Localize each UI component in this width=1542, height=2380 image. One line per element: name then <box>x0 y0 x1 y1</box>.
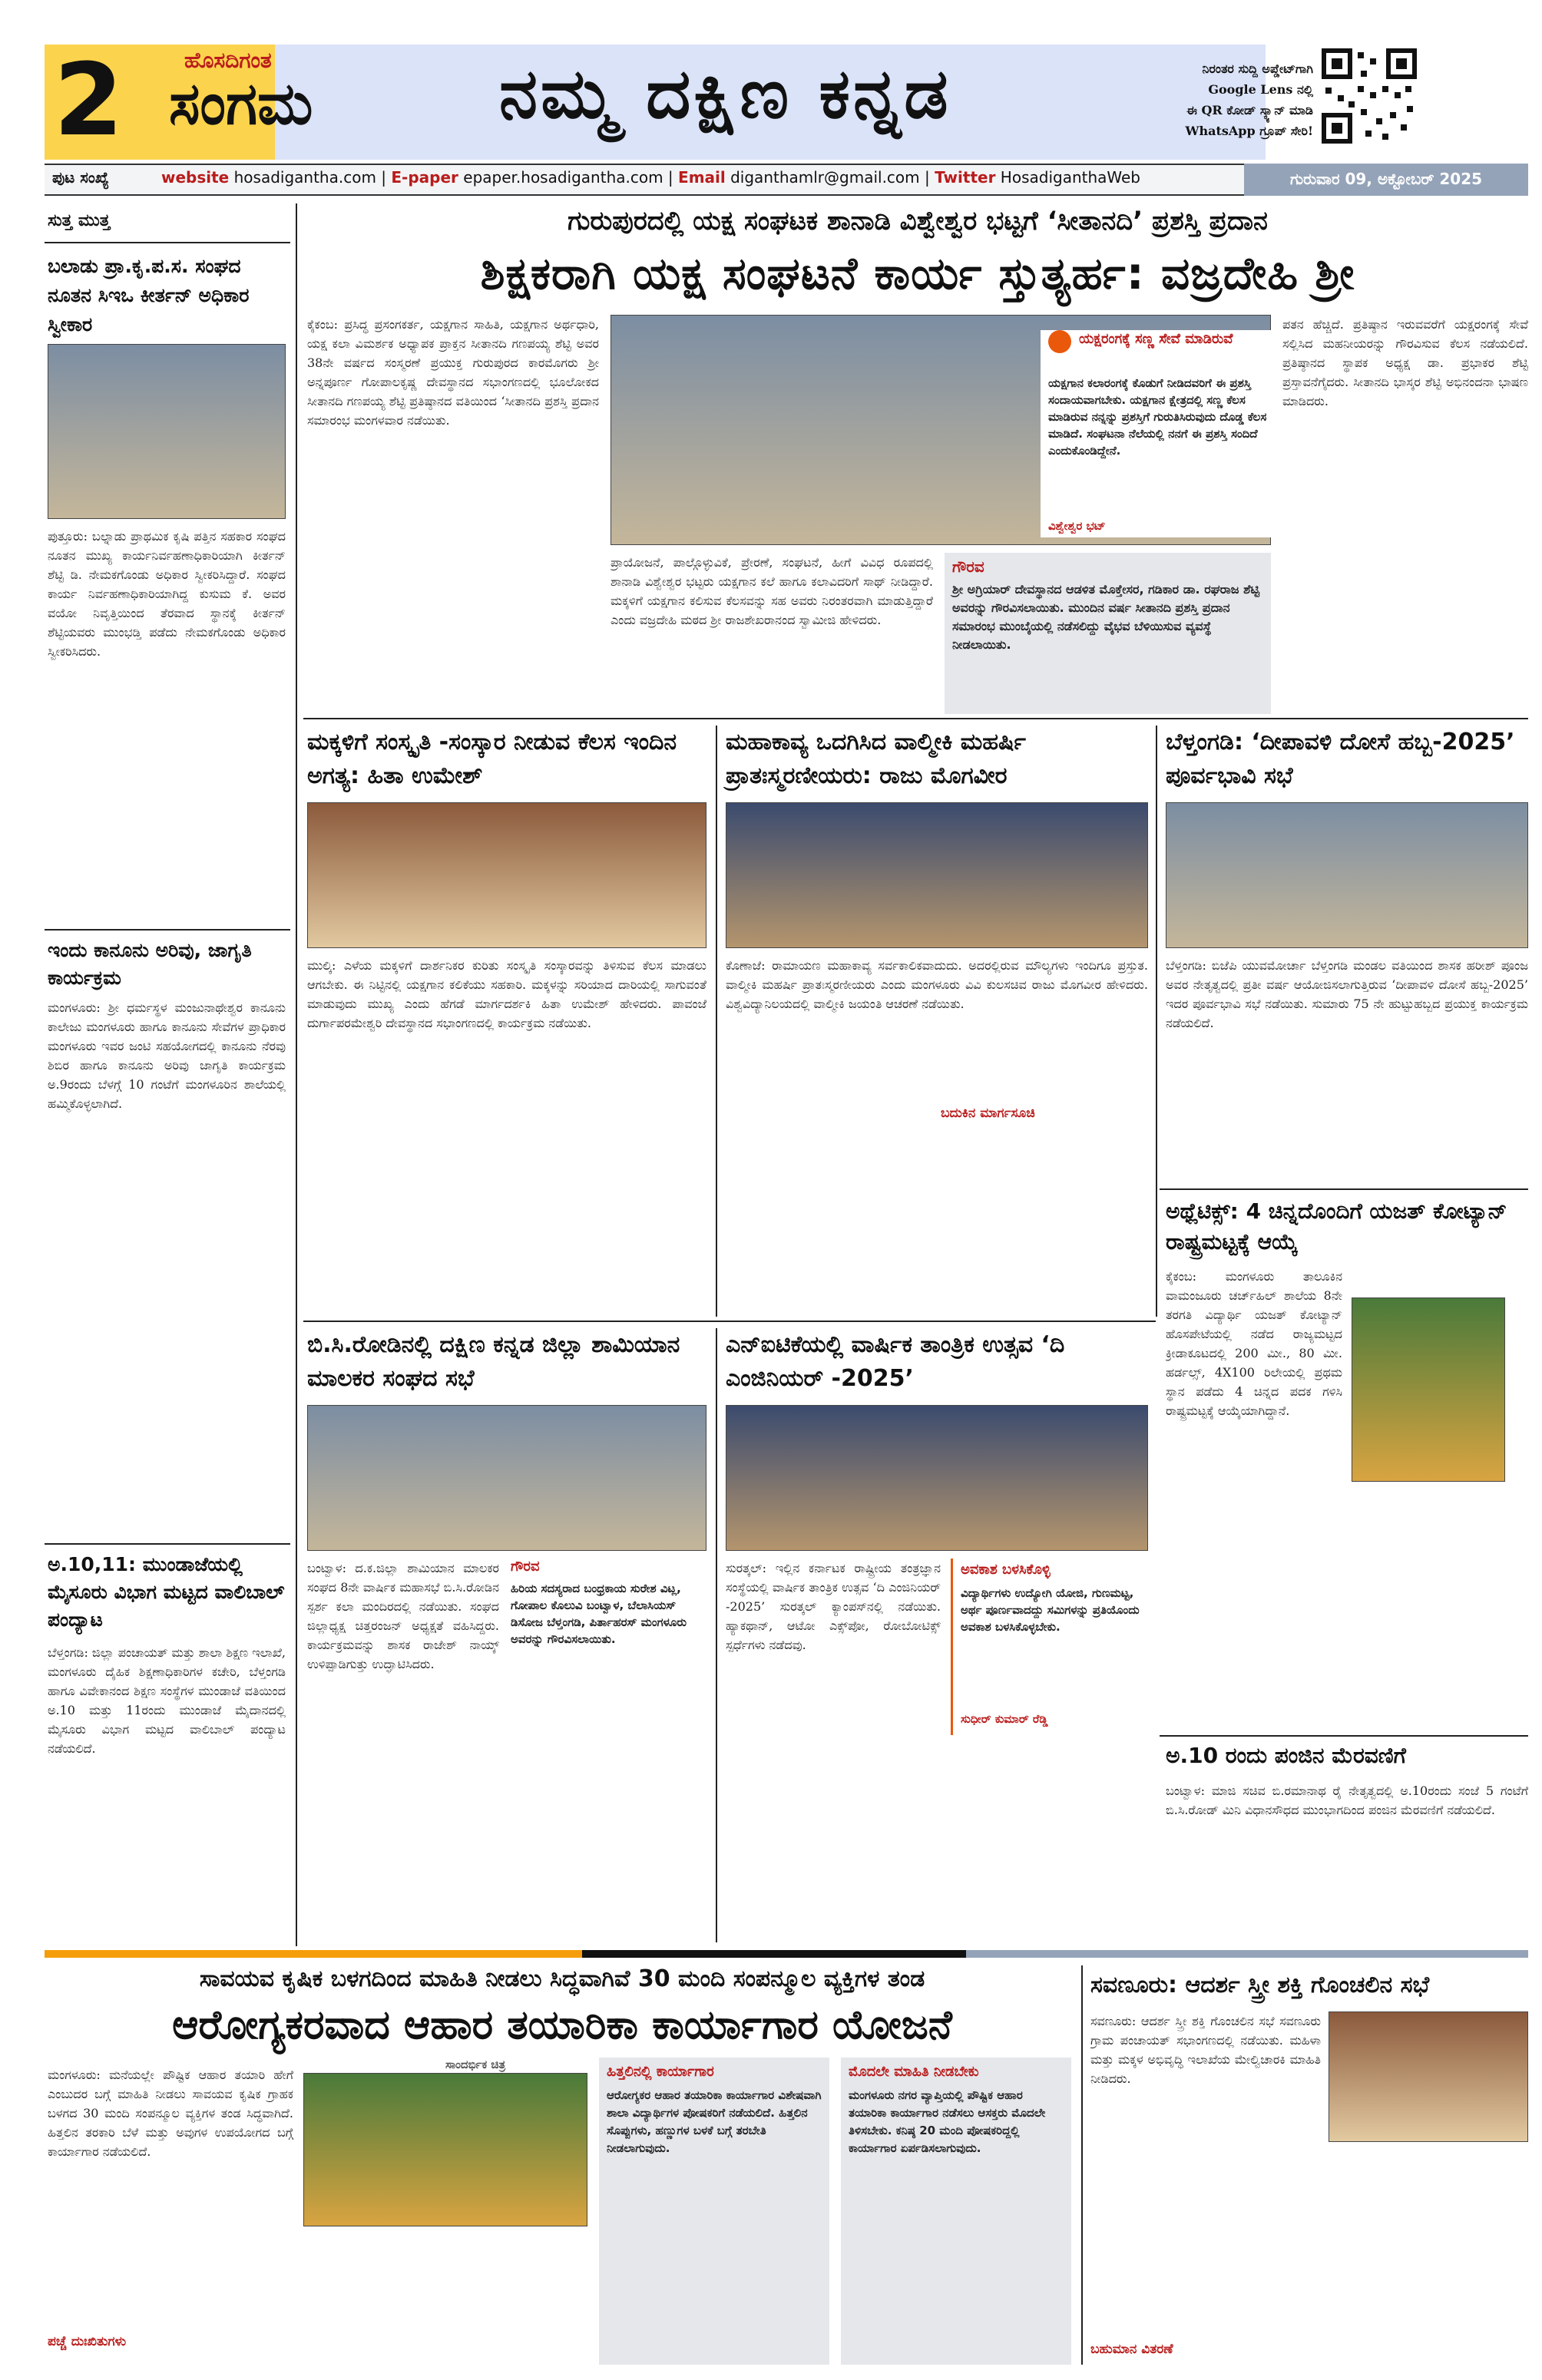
story-c-headline: ಬೆಳ್ತಂಗಡಿ: ‘ದೀಪಾವಳಿ ದೋಸೆ ಹಬ್ಬ-2025’ ಪೂರ್ವಭಾವಿ ಸಭೆ <box>1166 729 1515 789</box>
side-quote-author: ವಿಶ್ವೇಶ್ವರ ಭಟ್ <box>1048 519 1106 533</box>
website-label: website <box>161 168 230 187</box>
column-rule <box>1081 1965 1083 2365</box>
sutta-body-2: ಮಂಗಳೂರು: ಶ್ರೀ ಧರ್ಮಸ್ಥಳ ಮಂಜುನಾಥೇಶ್ವರ ಕಾನೂನು ಕಾಲೇಜು ಮಂಗಳೂರು ಹಾಗೂ ಕಾನೂನು ಸೇವೆಗಳ ಪ್ರಾಧಿಕಾರ ಮಂಗಳೂರು ಇವರ ಜಂಟಿ ಸಹಯೋಗದಲ್ಲಿ ಕಾನೂನು ನೆರವು ಶಿಬಿರ ಹಾಗೂ ಕಾನೂನು ಅರಿವು ಜಾಗೃತಿ ಕಾರ್ಯಕ್ರಮ ಅ.9ರಂದು ಬೆಳಗ್ಗೆ 10 ಗಂಟೆಗೆ ಮಂಗಳೂರಿನ ಶಾಲೆಯಲ್ಲಿ ಹಮ್ಮಿಕೊಳ್ಳಲಾಗಿದೆ. <box>48 1000 286 1111</box>
story-c-body: ಬೆಳ್ತಂಗಡಿ: ಬಿಜೆಪಿ ಯುವಮೋರ್ಚಾ ಬೆಳ್ತಂಗಡಿ ಮಂಡಲ ವತಿಯಿಂದ ಶಾಸಕ ಹರೀಶ್ ಪೂಂಜ ಅವರ ನೇತೃತ್ವದಲ್ಲಿ ಪ್ರತೀ ವರ್ಷ ಆಯೋಜಿಸಲಾಗುತ್ತಿರುವ ‘ದೀಪಾವಳಿ ದೋಸೆ ಹಬ್ಬ-2025’ ಇದರ ಪೂರ್ವಭಾವಿ ಸಭೆ ನಡೆಯಿತು. ಸುಮಾರು 75 ನೇ ಹುಟ್ಟುಹಬ್ಬದ ಪ್ರಯುಕ್ತ ಕಾರ್ಯಕ್ರಮ ನಡೆಯಲಿದೆ. <box>1166 958 1528 1030</box>
website-link[interactable]: hosadigantha.com <box>233 168 376 187</box>
color-bar <box>45 1950 1528 1958</box>
divider <box>45 1543 290 1545</box>
brand-small: ಹೊಸದಿಗಂತ <box>184 48 272 73</box>
bottom-kicker: ಸಾವಯವ ಕೃಷಿಕ ಬಳಗದಿಂದ ಮಾಹಿತಿ ನೀಡಲು ಸಿದ್ಧವಾಗಿವೆ 30 ಮಂದಿ ಸಂಪನ್ಮೂಲ ವ್ಯಕ್ತಿಗಳ ತಂಡ <box>199 1965 925 1992</box>
sutta-mutta-logo: ಸುತ್ತ ಮುತ್ತ <box>48 211 111 230</box>
contact-line: website hosadigantha.com | E-paper epaper.hosadigantha.com | Email diganthamlr@gmail.com | Twitter HosadiganthaWeb <box>161 168 1141 187</box>
side-story-body: ಸವಣೂರು: ಆದರ್ಶ ಸ್ತ್ರೀ ಶಕ್ತಿ ಗೊಂಚಲಿನ ಸಭೆ ಸವಣೂರು ಗ್ರಾಮ ಪಂಚಾಯತ್ ಸಭಾಂಗಣದಲ್ಲಿ ನಡೆಯಿತು. ಮಹಿಳಾ ಮತ್ತು ಮಕ್ಕಳ ಅಭಿವೃದ್ಧಿ ಇಲಾಖೆಯ ಮೇಲ್ವಿಚಾರಕಿ ಮಾಹಿತಿ ನೀಡಿದರು. <box>1090 2014 1321 2086</box>
qr-line: ಈ QR ಕೋಡ್ ಸ್ಕ್ಯಾನ್ ಮಾಡಿ <box>1186 103 1313 117</box>
story-f-headline: ಎನ್‌ಐಟಿಕೆಯಲ್ಲಿ ವಾರ್ಷಿಕ ತಾಂತ್ರಿಕ ಉತ್ಸವ ‘ದಿ ಎಂಜಿನಿಯರ್ -2025’ <box>726 1331 1065 1392</box>
story-g-body: ಬಂಟ್ವಾಳ: ಮಾಜಿ ಸಚಿವ ಬಿ.ರಮಾನಾಥ ರೈ ನೇತೃತ್ವದಲ್ಲಿ ಅ.10ರಂದು ಸಂಜೆ 5 ಗಂಟೆಗೆ ಬಿ.ಸಿ.ರೋಡ್ ಮಿನಿ ವಿಧಾನಸೌಧದ ಮುಂಭಾಗದಿಂದ ಪಂಜಿನ ಮೆರವಣಿಗೆ ನಡೆಯಲಿದೆ. <box>1166 1783 1528 1817</box>
epaper-label: E-paper <box>391 168 458 187</box>
sutta-headline-1: ಬಲಾಡು ಪ್ರಾ.ಕೃ.ಪ.ಸ. ಸಂಘದ ನೂತನ ಸಿಇಒ ಕೀರ್ತನ್ ಅಧಿಕಾರ ಸ್ವೀಕಾರ <box>48 255 250 336</box>
story-b-headline: ಮಹಾಕಾವ್ಯ ಒದಗಿಸಿದ ವಾಲ್ಮೀಕಿ ಮಹರ್ಷಿ ಪ್ರಾತಃಸ್ಮರಣೀಯರು: ರಾಜು ಮೊಗವೀರ <box>726 729 1026 789</box>
story-e-photo <box>307 1405 706 1551</box>
divider <box>303 1321 1156 1322</box>
bottom-photo <box>303 2073 587 2226</box>
divider <box>45 242 290 243</box>
box1-title: ಹಿತ್ತಲಿನಲ್ಲಿ ಕಾರ್ಯಾಗಾರ <box>607 2064 714 2080</box>
sutta-body-3: ಬೆಳ್ತಂಗಡಿ: ಜಿಲ್ಲಾ ಪಂಚಾಯತ್ ಮತ್ತು ಶಾಲಾ ಶಿಕ್ಷಣ ಇಲಾಖೆ, ಮಂಗಳೂರು ದೈಹಿಕ ಶಿಕ್ಷಣಾಧಿಕಾರಿಗಳ ಕಚೇರಿ, ಬೆಳ್ತಂಗಡಿ ಹಾಗೂ ವಿವೇಕಾನಂದ ಶಿಕ್ಷಣ ಸಂಸ್ಥೆಗಳ ಮುಂಡಾಜೆ ವತಿಯಿಂದ ಅ.10 ಮತ್ತು 11ರಂದು ಮುಂಡಾಜೆ ಮೈದಾನದಲ್ಲಿ ಮೈಸೂರು ವಿಭಾಗ ಮಟ್ಟದ ವಾಲಿಬಾಲ್ ಪಂದ್ಯಾಟ ನಡೆಯಲಿದೆ. <box>48 1645 286 1756</box>
box2-body: ಮಂಗಳೂರು ನಗರ ವ್ಯಾಪ್ತಿಯಲ್ಲಿ ಪೌಷ್ಟಿಕ ಆಹಾರ ತಯಾರಿಕಾ ಕಾರ್ಯಾಗಾರ ನಡೆಸಲು ಆಸಕ್ತರು ಮೊದಲೇ ತಿಳಿಸಬೇಕು. ಕನಿಷ್ಠ 20 ಮಂದಿ ಪೋಷಕರಿದ್ದಲ್ಲಿ ಕಾರ್ಯಾಗಾರ ಏರ್ಪಡಿಸಲಾಗುವುದು. <box>849 2088 1046 2155</box>
twitter-label: Twitter <box>935 168 996 187</box>
story-b-photo <box>726 802 1148 948</box>
side-quote-box <box>1041 330 1271 537</box>
sutta-headline-3: ಅ.10,11: ಮುಂಡಾಜೆಯಲ್ಲಿ ಮೈಸೂರು ವಿಭಾಗ ಮಟ್ಟದ ವಾಲಿಬಾಲ್ ಪಂದ್ಯಾಟ <box>48 1553 285 1631</box>
story-c-photo <box>1166 802 1528 948</box>
side-quote-title: ಯಕ್ಷರಂಗಕ್ಕೆ ಸಣ್ಣ ಸೇವೆ ಮಾಡಿರುವೆ <box>1079 331 1233 347</box>
story-b-body: ಕೊಣಾಜೆ: ರಾಮಾಯಣ ಮಹಾಕಾವ್ಯ ಸರ್ವಕಾಲಿಕವಾದುದು. ಅದರಲ್ಲಿರುವ ಮೌಲ್ಯಗಳು ಇಂದಿಗೂ ಪ್ರಸ್ತುತ. ವಾಲ್ಮೀಕಿ ಮಹರ್ಷಿ ಪ್ರಾತಃಸ್ಮರಣೀಯರು ಎಂದು ಮಂಗಳೂರು ವಿವಿ ಕುಲಸಚಿವ ರಾಜು ಮೊಗವೀರ ಹೇಳಿದರು. ವಿಶ್ವವಿದ್ಯಾನಿಲಯದಲ್ಲಿ ವಾಲ್ಮೀಕಿ ಜಯಂತಿ ಆಚರಣೆ ನಡೆಯಿತು. <box>726 958 1148 1011</box>
page-number: 2 <box>54 41 124 158</box>
story-f-body: ಸುರತ್ಕಲ್: ಇಲ್ಲಿನ ಕರ್ನಾಟಕ ರಾಷ್ಟ್ರೀಯ ತಂತ್ರಜ್ಞಾನ ಸಂಸ್ಥೆಯಲ್ಲಿ ವಾರ್ಷಿಕ ತಾಂತ್ರಿಕ ಉತ್ಸವ ‘ದಿ ಎಂಜಿನಿಯರ್ -2025’ ಸುರತ್ಕಲ್ ಕ್ಯಾಂಪಸ್‌ನಲ್ಲಿ ನಡೆಯಿತು. ಹ್ಯಾಕಥಾನ್, ಆಟೋ ಎಕ್ಸ್‌ಪೋ, ರೋಬೋಟಿಕ್ಸ್ ಸ್ಪರ್ಧೆಗಳು ನಡೆದವು. <box>726 1561 941 1652</box>
epaper-link[interactable]: epaper.hosadigantha.com <box>463 168 663 187</box>
divider <box>1160 1188 1528 1190</box>
qr-line: Google Lens ನಲ್ಲಿ <box>1208 82 1313 97</box>
photo-credit: ಸಾಂದರ್ಭಿಕ ಚಿತ್ರ <box>445 2058 506 2071</box>
lead-body-3: ಪತನ ಹೆಚ್ಚಿದೆ. ಪ್ರತಿಷ್ಠಾನ ಇರುವವರೆಗೆ ಯಕ್ಷರಂಗಕ್ಕೆ ಸೇವೆ ಸಲ್ಲಿಸಿದ ಮಹನೀಯರನ್ನು ಗೌರವಿಸುವ ಕೆಲಸ ನಡೆಯಲಿದೆ. ಪ್ರತಿಷ್ಠಾನದ ಸ್ಥಾಪಕ ಅಧ್ಯಕ್ಷ ಡಾ. ಪ್ರಭಾಕರ ಶೆಟ್ಟಿ ಪ್ರಸ್ತಾವನೆಗೈದರು. ಸೀತಾನದಿ ಭಾಸ್ಕರ ಶೆಟ್ಟಿ ಅಭಿನಂದನಾ ಭಾಷಣ ಮಾಡಿದರು. <box>1282 317 1528 408</box>
story-a-headline: ಮಕ್ಕಳಿಗೆ ಸಂಸ್ಕೃತಿ -ಸಂಸ್ಕಾರ ನೀಡುವ ಕೆಲಸ ಇಂದಿನ ಅಗತ್ಯ: ಹಿತಾ ಉಮೇಶ್ <box>307 729 677 789</box>
story-a-photo <box>307 802 706 948</box>
story-e-gourava-title: ಗೌರವ <box>511 1559 540 1575</box>
bottom-headline: ಆರೋಗ್ಯಕರವಾದ ಆಹಾರ ತಯಾರಿಕಾ ಕಾರ್ಯಾಗಾರ ಯೋಜನೆ <box>172 2002 952 2048</box>
story-d-body: ಕೈಕಂಬ: ಮಂಗಳೂರು ತಾಲೂಕಿನ ವಾಮಂಜೂರು ಚರ್ಚ್‌ಹಿಲ್ ಶಾಲೆಯ 8ನೇ ತರಗತಿ ವಿದ್ಯಾರ್ಥಿ ಯಜತ್ ಕೋಟ್ಯಾನ್ ಹೊಸಪೇಟೆಯಲ್ಲಿ ನಡೆದ ರಾಜ್ಯಮಟ್ಟದ ಕ್ರೀಡಾಕೂಟದಲ್ಲಿ 200 ಮೀ., 80 ಮೀ. ಹರ್ಡಲ್ಸ್, 4X100 ರಿಲೇಯಲ್ಲಿ ಪ್ರಥಮ ಸ್ಥಾನ ಪಡೆದು 4 ಚಿನ್ನದ ಪದಕ ಗಳಿಸಿ ರಾಷ್ಟ್ರಮಟ್ಟಕ್ಕೆ ಆಯ್ಕೆಯಾಗಿದ್ದಾನೆ. <box>1166 1269 1342 1418</box>
story-e-headline: ಬಿ.ಸಿ.ರೋಡಿನಲ್ಲಿ ದಕ್ಷಿಣ ಕನ್ನಡ ಜಿಲ್ಲಾ ಶಾಮಿಯಾನ ಮಾಲಕರ ಸಂಘದ ಸಭೆ <box>307 1331 680 1392</box>
story-f-side-title: ಅವಕಾಶ ಬಳಸಿಕೊಳ್ಳಿ <box>961 1562 1051 1578</box>
story-g-headline: ಅ.10 ರಂದು ಪಂಜಿನ ಮೆರವಣಿಗೆ <box>1166 1743 1406 1768</box>
athlete-photo <box>1352 1297 1505 1482</box>
box2-title: ಮೊದಲೇ ಮಾಹಿತಿ ನೀಡಬೇಕು <box>849 2064 979 2080</box>
brand-logo: ಸಂಗಮ <box>169 69 313 137</box>
column-rule <box>716 726 717 1317</box>
lead-kicker: ಗುರುಪುರದಲ್ಲಿ ಯಕ್ಷ ಸಂಘಟಕ ಶಾನಾಡಿ ವಿಶ್ವೇಶ್ವರ ಭಟ್ಟಗೆ ‘ಸೀತಾನದಿ’ ಪ್ರಶಸ್ತಿ ಪ್ರದಾನ <box>567 206 1268 236</box>
gourava-title: ಗೌರವ <box>952 557 984 576</box>
issue-date: ಗುರುವಾರ 09, ಅಕ್ಟೋಬರ್ 2025 <box>1244 164 1528 196</box>
twitter-link[interactable]: HosadiganthaWeb <box>1000 168 1141 187</box>
lead-body-2: ಪ್ರಾಯೋಜನೆ, ಪಾಲ್ಗೊಳ್ಳುವಿಕೆ, ಪ್ರೇರಣೆ, ಸಂಘಟನೆ, ಹೀಗೆ ವಿವಿಧ ರೂಪದಲ್ಲಿ ಶಾನಾಡಿ ವಿಶ್ವೇಶ್ವರ ಭಟ್ಟರು ಯಕ್ಷಗಾನ ಕಲೆ ಹಾಗೂ ಕಲಾವಿದರಿಗೆ ಸಾಥ್ ನೀಡಿದ್ದಾರೆ. ಮಕ್ಕಳಿಗೆ ಯಕ್ಷಗಾನ ಕಲಿಸುವ ಕೆಲಸವನ್ನು ಸಹ ಅವರು ನಿರಂತರವಾಗಿ ಮಾಡುತ್ತಿದ್ದಾರೆ ಎಂದು ವಜ್ರದೇಹಿ ಮಠದ ಶ್ರೀ ರಾಜಶೇಖರಾನಂದ ಸ್ವಾಮೀಜಿ ಹೇಳಿದರು. <box>611 555 933 627</box>
section-title: ನಮ್ಮ ದಕ್ಷಿಣ ಕನ್ನಡ <box>499 54 951 134</box>
email-link[interactable]: diganthamlr@gmail.com <box>730 168 920 187</box>
story-f-side-author: ಸುಧೀರ್ ಕುಮಾರ್ ರೆಡ್ಡಿ <box>961 1712 1048 1726</box>
qr-line: ನಿರಂತರ ಸುದ್ದಿ ಅಪ್ಡೇಟ್‌ಗಾಗಿ <box>1202 61 1313 76</box>
qr-note <box>1106 58 1313 141</box>
side-story-headline: ಸವಣೂರು: ಆದರ್ಶ ಸ್ತ್ರೀ ಶಕ್ತಿ ಗೊಂಚಲಿನ ಸಭೆ <box>1090 1972 1430 1998</box>
qr-code-icon[interactable] <box>1321 48 1418 144</box>
sutta-body-1: ಪುತ್ತೂರು: ಬಲ್ನಾಡು ಪ್ರಾಥಮಿಕ ಕೃಷಿ ಪತ್ತಿನ ಸಹಕಾರ ಸಂಘದ ನೂತನ ಮುಖ್ಯ ಕಾರ್ಯನಿರ್ವಹಣಾಧಿಕಾರಿಯಾಗಿ ಕೀರ್ತನ್ ಶೆಟ್ಟಿ ಡಿ. ನೇಮಕಗೊಂಡು ಅಧಿಕಾರ ಸ್ವೀಕರಿಸಿದ್ದಾರೆ. ಸಂಘದ ಕಾರ್ಯ ನಿರ್ವಹಣಾಧಿಕಾರಿಯಾಗಿದ್ದ ಕುಸುಮ ಕೆ. ಅವರ ವಯೋ ನಿವೃತ್ತಿಯಿಂದ ತೆರವಾದ ಸ್ಥಾನಕ್ಕೆ ಕೀರ್ತನ್ ಶೆಟ್ಟಿಯವರು ಮುಂಭಡ್ತಿ ಪಡೆದು ನೇಮಕಗೊಂಡು ಅಧಿಕಾರ ಸ್ವೀಕರಿಸಿದರು. <box>48 529 286 659</box>
sutta-photo-1 <box>48 344 286 519</box>
page-label: ಪುಟ ಸಂಖ್ಯೆ <box>52 168 109 187</box>
bottom-body-1: ಮಂಗಳೂರು: ಮನೆಯಲ್ಲೇ ಪೌಷ್ಟಿಕ ಆಹಾರ ತಯಾರಿ ಹೇಗೆ ಎಂಬುದರ ಬಗ್ಗೆ ಮಾಹಿತಿ ನೀಡಲು ಸಾವಯವ ಕೃಷಿಕ ಗ್ರಾಹಕ ಬಳಗದ 30 ಮಂದಿ ಸಂಪನ್ಮೂಲ ವ್ಯಕ್ತಿಗಳ ತಂಡ ಸಿದ್ಧವಾಗಿದೆ. ಹಿತ್ತಲಿನ ತರಕಾರಿ ಬೆಳೆ ಮತ್ತು ಅವುಗಳ ಉಪಯೋಗದ ಬಗ್ಗೆ ಕಾರ್ಯಾಗಾರ ನಡೆಯಲಿದೆ. <box>48 2068 293 2159</box>
side-story-photo <box>1329 2011 1528 2142</box>
gourava-body: ಶ್ರೀ ಅಗ್ರಿಯಾರ್ ದೇವಸ್ಥಾನದ ಆಡಳಿತ ಮೊಕ್ತೇಸರ, ಗಡಿಕಾರ ಡಾ. ರಘರಾಜ ಶೆಟ್ಟಿ ಅವರನ್ನು ಗೌರವಿಸಲಾಯಿತು. ಮುಂದಿನ ವರ್ಷ ಸೀತಾನದಿ ಪ್ರಶಸ್ತಿ ಪ್ರದಾನ ಸಮಾರಂಭ ಮುಂಬೈಯಲ್ಲಿ ನಡೆಸಲಿದ್ದು ವೈಭವ ಬೆಳಿಯಿಸುವ ವ್ಯವಸ್ಥೆ ನೀಡಲಾಯಿತು. <box>952 582 1260 652</box>
column-rule <box>296 203 297 1946</box>
bottom-subhead: ಪಚ್ಚೆ ದುಃಖಿತುಗಳು <box>48 2334 127 2349</box>
lead-headline: ಶಿಕ್ಷಕರಾಗಿ ಯಕ್ಷ ಸಂಘಟನೆ ಕಾರ್ಯ ಸ್ತುತ್ಯರ್ಹ: ವಜ್ರದೇಹಿ ಶ್ರೀ <box>480 247 1355 299</box>
qr-line: WhatsApp ಗ್ರೂಪ್ ಸೇರಿ! <box>1185 124 1313 138</box>
story-f-side-body: ವಿದ್ಯಾರ್ಥಿಗಳು ಉದ್ಯೋಗಿ ಯೋಜಿ, ಗುಣಮಟ್ಟ, ಅರ್ಥ ಪೂರ್ಣವಾದದ್ದು ಸಮಿಗಳನ್ನು ಪ್ರತಿಯೊಂದು ಅವಕಾಶ ಬಳಸಿಕೊಳ್ಳಬೇಕು. <box>961 1586 1140 1634</box>
story-f-sidebox <box>951 1559 1148 1735</box>
divider <box>1160 1735 1528 1737</box>
divider <box>303 718 1528 719</box>
story-e-gourava-body: ಹಿರಿಯ ಸದಸ್ಯರಾದ ಬಂಧ್ರಕಾಯ ಸುರೇಶ ವಿಟ್ಲ, ಗೋಪಾಲ ಕೊಲುವಿ ಬಂಟ್ವಾಳ, ಬೆಲಾಸಿಯಸ್ ಡಿಸೋಜ ಬೆಳ್ತಂಗಡಿ, ಪಿರ್ತಾಹರಸ್ ಮಂಗಳೂರು ಅವರನ್ನು ಗೌರವಿಸಲಾಯಿತು. <box>511 1582 687 1646</box>
column-rule <box>1156 726 1157 1317</box>
story-b-subhead: ಬದುಕಿನ ಮಾರ್ಗಸೂಚಿ <box>941 1106 1035 1121</box>
story-f-photo <box>726 1405 1148 1551</box>
side-story-subhead: ಬಹುಮಾನ ವಿತರಣೆ <box>1090 2342 1173 2357</box>
lead-body-1: ಕೈಕಂಬ: ಪ್ರಸಿದ್ಧ ಪ್ರಸಂಗಕರ್ತ, ಯಕ್ಷಗಾನ ಸಾಹಿತಿ, ಯಕ್ಷಗಾನ ಅರ್ಥಧಾರಿ, ಯಕ್ಷ ಕಲಾ ವಿಮರ್ಶಕ ಅಧ್ಯಾಪಕ ಪ್ರಾಕ್ತನ ಸೀತಾನದಿ ಗಣಪಯ್ಯ ಶೆಟ್ಟಿ ಅವರ 38ನೇ ವರ್ಷದ ಸಂಸ್ಮರಣೆ ಪ್ರಯುಕ್ತ ಗುರುಪುರದ ಕಾರಮೊಗರು ಶ್ರೀ ಅನ್ನಪೂರ್ಣ ಗೋಪಾಲಕೃಷ್ಣ ದೇವಸ್ಥಾನದ ಸಭಾಂಗಣದಲ್ಲಿ ಭೂಲೋಕದ ಸೀತಾನದಿ ಗಣಪಯ್ಯ ಶೆಟ್ಟಿ ಪ್ರತಿಷ್ಠಾನದ ವತಿಯಿಂದ ‘ಸೀತಾನದಿ ಪ್ರಶಸ್ತಿ ಪ್ರದಾನ ಸಮಾರಂಭ ಮಂಗಳವಾರ ನಡೆಯಿತು. <box>307 317 599 428</box>
box1-body: ಆರೋಗ್ಯಕರ ಆಹಾರ ತಯಾರಿಕಾ ಕಾರ್ಯಾಗಾರ ವಿಶೇಷವಾಗಿ ಶಾಲಾ ವಿದ್ಯಾರ್ಥಿಗಳ ಪೋಷಕರಿಗೆ ನಡೆಯಲಿದೆ. ಹಿತ್ತಲಿನ ಸೊಪ್ಪುಗಳು, ಹಣ್ಣುಗಳ ಬಳಕೆ ಬಗ್ಗೆ ತರಬೇತಿ ನೀಡಲಾಗುವುದು. <box>607 2088 822 2155</box>
email-label: Email <box>678 168 726 187</box>
column-rule <box>716 1328 717 1942</box>
divider <box>45 929 290 931</box>
story-e-body: ಬಂಟ್ವಾಳ: ದ.ಕ.ಜಿಲ್ಲಾ ಶಾಮಿಯಾನ ಮಾಲಕರ ಸಂಘದ 8ನೇ ವಾರ್ಷಿಕ ಮಹಾಸಭೆ ಬಿ.ಸಿ.ರೋಡಿನ ಸ್ಪರ್ಶ ಕಲಾ ಮಂದಿರದಲ್ಲಿ ನಡೆಯಿತು. ಸಂಘದ ಜಿಲ್ಲಾಧ್ಯಕ್ಷ ಚಿತ್ತರಂಜನ್ ಅಧ್ಯಕ್ಷತೆ ವಹಿಸಿದ್ದರು. ಕಾರ್ಯಕ್ರಮವನ್ನು ಶಾಸಕ ರಾಜೇಶ್ ನಾಯ್ಕ್ ಉಳಿಪ್ಪಾಡಿಗುತ್ತು ಉದ್ಘಾಟಿಸಿದರು. <box>307 1561 499 1671</box>
quote-icon <box>1048 330 1071 353</box>
sutta-headline-2: ಇಂದು ಕಾನೂನು ಅರಿವು, ಜಾಗೃತಿ ಕಾರ್ಯಕ್ರಮ <box>48 939 252 989</box>
story-d-headline: ಅಥ್ಲೆಟಿಕ್ಸ್: 4 ಚಿನ್ನದೊಂದಿಗೆ ಯಜತ್ ಕೋಟ್ಯಾನ್ ರಾಷ್ಟ್ರಮಟ್ಟಕ್ಕೆ ಆಯ್ಕೆ <box>1166 1198 1507 1254</box>
story-a-body: ಮುಲ್ಕಿ: ಎಳೆಯ ಮಕ್ಕಳಿಗೆ ದಾರ್ಶನಿಕರ ಕುರಿತು ಸಂಸ್ಕೃತಿ ಸಂಸ್ಕಾರವನ್ನು ತಿಳಿಸುವ ಕೆಲಸ ಮಾಡಲು ಆಗಬೇಕು. ಈ ನಿಟ್ಟಿನಲ್ಲಿ ಯಕ್ಷಗಾನ ಕಲಿಕೆಯು ಸಹಕಾರಿ. ಮಕ್ಕಳನ್ನು ಸರಿಯಾದ ದಾರಿಯಲ್ಲಿ ಸಾಗುವಂತೆ ಮಾಡುವುದು ಮುಖ್ಯ ಎಂದು ಹೆಗಡೆ ಮಾರ್ಗದರ್ಶಕಿ ಹಿತಾ ಉಮೇಶ್ ಹೇಳಿದರು. ಪಾವಂಜೆ ದುರ್ಗಾಪರಮೇಶ್ವರಿ ದೇವಸ್ಥಾನದ ಸಭಾಂಗಣದಲ್ಲಿ ಕಾರ್ಯಕ್ರಮ ನಡೆಯಿತು. <box>307 958 706 1030</box>
side-quote-body: ಯಕ್ಷಗಾನ ಕಲಾರಂಗಕ್ಕೆ ಕೊಡುಗೆ ನೀಡಿದವರಿಗೆ ಈ ಪ್ರಶಸ್ತಿ ಸಂದಾಯವಾಗಬೇಕು. ಯಕ್ಷಗಾನ ಕ್ಷೇತ್ರದಲ್ಲಿ ಸಣ್ಣ ಕೆಲಸ ಮಾಡಿರುವ ನನ್ನನ್ನು ಪ್ರಶಸ್ತಿಗೆ ಗುರುತಿಸಿರುವುದು ದೊಡ್ಡ ಕೆಲಸ ಮಾಡಿದೆ. ಸಂಘಟನಾ ನೆಲೆಯಲ್ಲಿ ನನಗೆ ಈ ಪ್ರಶಸ್ತಿ ಸಂದಿದೆ ಎಂದುಕೊಂಡಿದ್ದೇನೆ. <box>1048 376 1267 458</box>
